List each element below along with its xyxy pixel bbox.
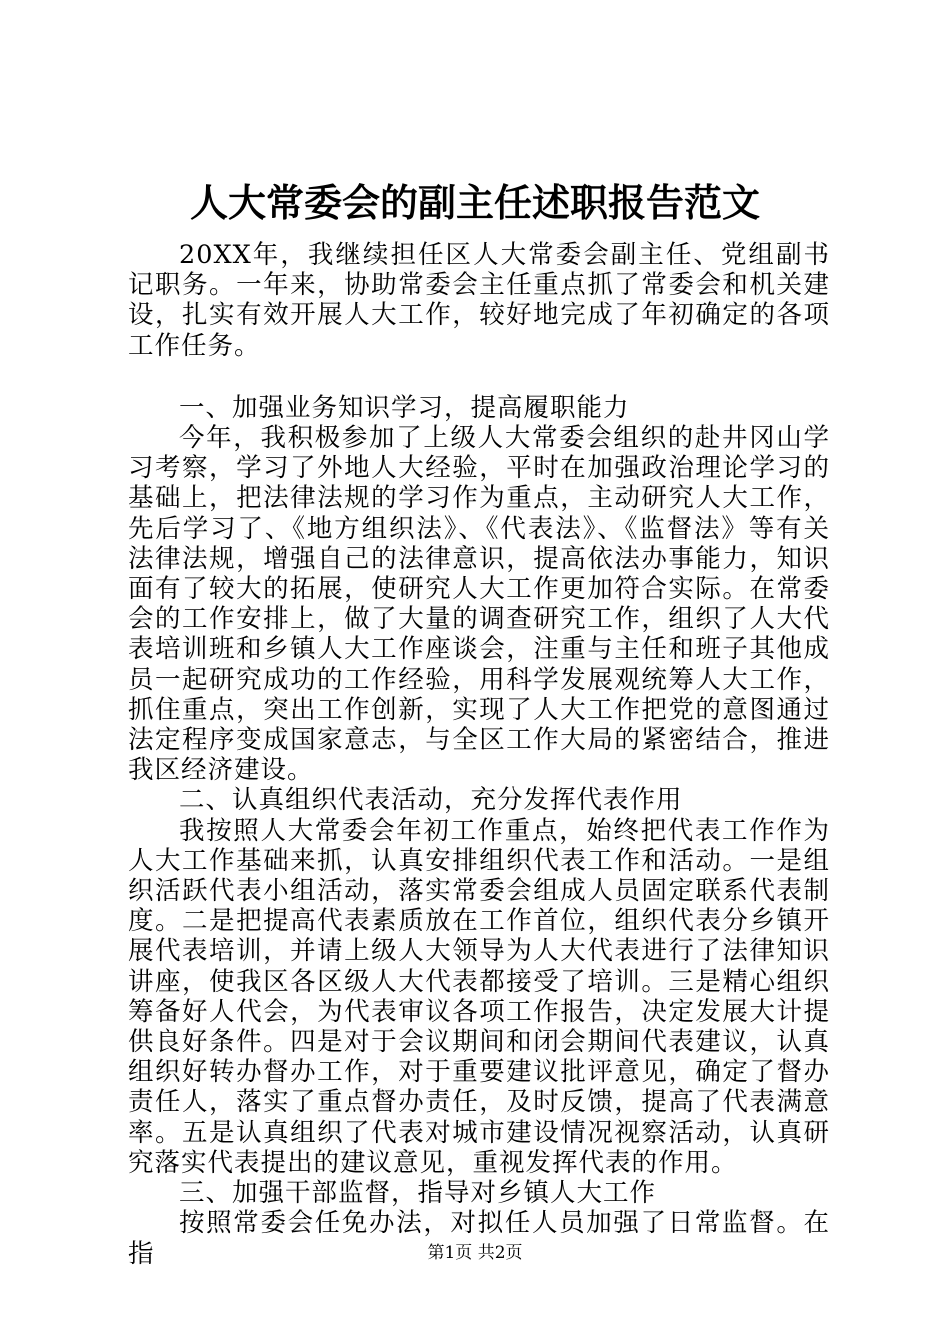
section-2-heading: 二、认真组织代表活动，充分发挥代表作用 <box>179 785 683 816</box>
section-1-heading: 一、加强业务知识学习，提高履职能力 <box>179 392 630 423</box>
intro-paragraph: 20XX年，我继续担任区人大常委会副主任、党组副书记职务。一年来，协助常委会主任重点抓了常委会和机关建设，扎实有效开展人大工作，较好地完成了年初确定的各项工作任务。 <box>128 240 830 361</box>
section-3-body: 按照常委会任免办法，对拟任人员加强了日常监督。在指 <box>128 1208 830 1269</box>
page-number-footer: 第1页 共2页 <box>427 1243 523 1263</box>
document-body <box>128 240 830 1269</box>
section-2-body: 我按照人大常委会年初工作重点，始终把代表工作作为人大工作基础来抓，认真安排组织代表工作和活动。一是组织活跃代表小组活动，落实常委会组成人员固定联系代表制度。二是把提高代表素质放在工作首位，组织代表分乡镇开展代表培训，并请上级人大领导为人大代表进行了法律知识讲座，使我区各区级人大代表都接受了培训。三是精心组织筹备好人代会，为代表审议各项工作报告，决定发展大计提供良好条件。四是对于会议期间和闭会期间代表建议，认真组织好转办督办工作，对于重要建议批评意见，确定了督办责任人，落实了重点督办责任，及时反馈，提高了代表满意率。五是认真组织了代表对城市建设情况视察活动，认真研究落实代表提出的建议意见，重视发挥代表的作用。 <box>128 815 830 1178</box>
document-title: 人大常委会的副主任述职报告范文 <box>189 180 760 225</box>
section-3-heading: 三、加强干部监督，指导对乡镇人大工作 <box>179 1178 657 1209</box>
section-1-body: 今年，我积极参加了上级人大常委会组织的赴井冈山学习考察，学习了外地人大经验，平时在加强政治理论学习的基础上，把法律法规的学习作为重点，主动研究人大工作，先后学习了、《地方组织法》、《代表法》、《监督法》等有关法律法规，增强自己的法律意识，提高依法办事能力，知识面有了较大的拓展，使研究人大工作更加符合实际。在常委会的工作安排上，做了大量的调查研究工作，组织了人大代表培训班和乡镇人大工作座谈会，注重与主任和班子其他成员一起研究成功的工作经验，用科学发展观统筹人大工作，抓住重点，突出工作创新，实现了人大工作把党的意图通过法定程序变成国家意志，与全区工作大局的紧密结合，推进我区经济建设。 <box>128 423 830 786</box>
paragraph-gap <box>128 361 830 393</box>
